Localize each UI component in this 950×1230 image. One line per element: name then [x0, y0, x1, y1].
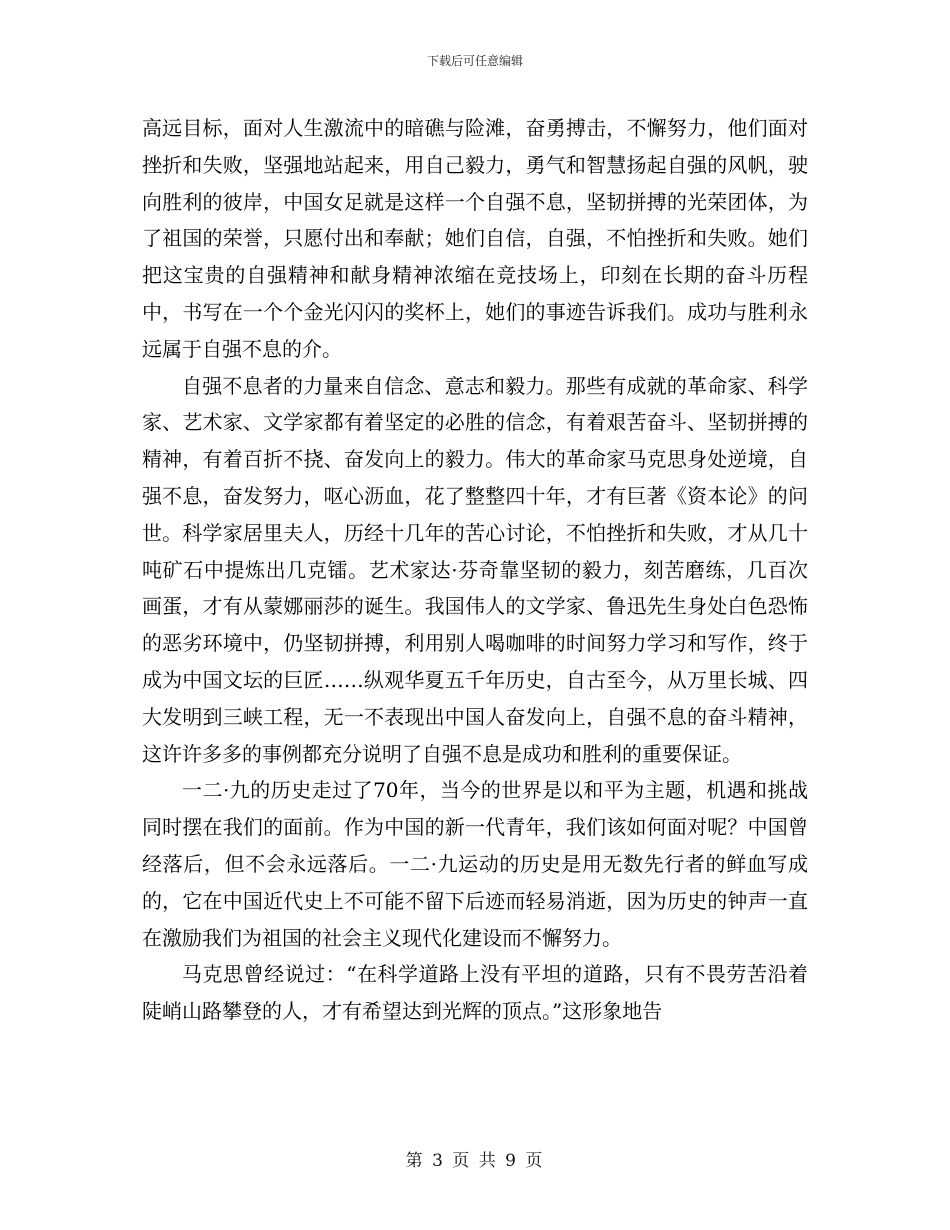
page-footer: 第 3 页 共 9 页 [405, 1151, 545, 1171]
paragraph-1: 高远目标，面对人生激流中的暗礁与险滩，奋勇搏击，不懈努力，他们面对挫折和失败，坚强地站起来，用自己毅力，勇气和智慧扬起自强的风帆，驶向胜利的彼岸，中国女足就是这样一个自强不息，坚韧拼搏的光荣团体，为了祖国的荣誉，只愿付出和奉献；她们自信，自强，不怕挫折和失败。她们把这宝贵的自强精神和献身精神浓缩在竞技场上，印刻在长期的奋斗历程中，书写在一个个金光闪闪的奖杯上，她们的事迹告诉我们。成功与胜利永远属于自强不息的介。 [142, 116, 808, 361]
page-header: 下载后可任意编辑 [426, 54, 523, 68]
document-body [142, 110, 808, 1030]
paragraph-4: 马克思曾经说过：“在科学道路上没有平坦的道路，只有不畏劳苦沿着陡峭山路攀登的人，才有希望达到光辉的顶点。”这形象地告 [142, 962, 808, 1024]
paragraph-2: 自强不息者的力量来自信念、意志和毅力。那些有成就的革命家、科学家、艺术家、文学家都有着坚定的必胜的信念，有着艰苦奋斗、坚韧拼搏的精神，有着百折不挠、奋发向上的毅力。伟大的革命家马克思身处逆境，自强不息，奋发努力，呕心沥血，花了整整四十年，才有巨著《资本论》的问世。科学家居里夫人，历经十几年的苦心讨论，不怕挫折和失败，才从几十吨矿石中提炼出几克镭。艺术家达·芬奇靠坚韧的毅力，刻苦磨练，几百次画蛋，才有从蒙娜丽莎的诞生。我国伟人的文学家、鲁迅先生身处白色恐怖的恶劣环境中，仍坚韧拼搏，利用别人喝咖啡的时间努力学习和写作，终于成为中国文坛的巨匠……纵观华夏五千年历史，自古至今，从万里长城、四大发明到三峡工程，无一不表现出中国人奋发向上，自强不息的奋斗精神，这许许多多的事例都充分说明了自强不息是成功和胜利的重要保证。 [142, 373, 808, 766]
paragraph-3: 一二·九的历史走过了70年，当今的世界是以和平为主题，机遇和挑战同时摆在我们的面前。作为中国的新一代青年，我们该如何面对呢？中国曾经落后，但不会永远落后。一二·九运动的历史是用无数先行者的鲜血写成的，它在中国近代史上不可能不留下后迹而轻易消逝，因为历史的钟声一直在激励我们为祖国的社会主义现代化建设而不懈努力。 [142, 778, 808, 950]
